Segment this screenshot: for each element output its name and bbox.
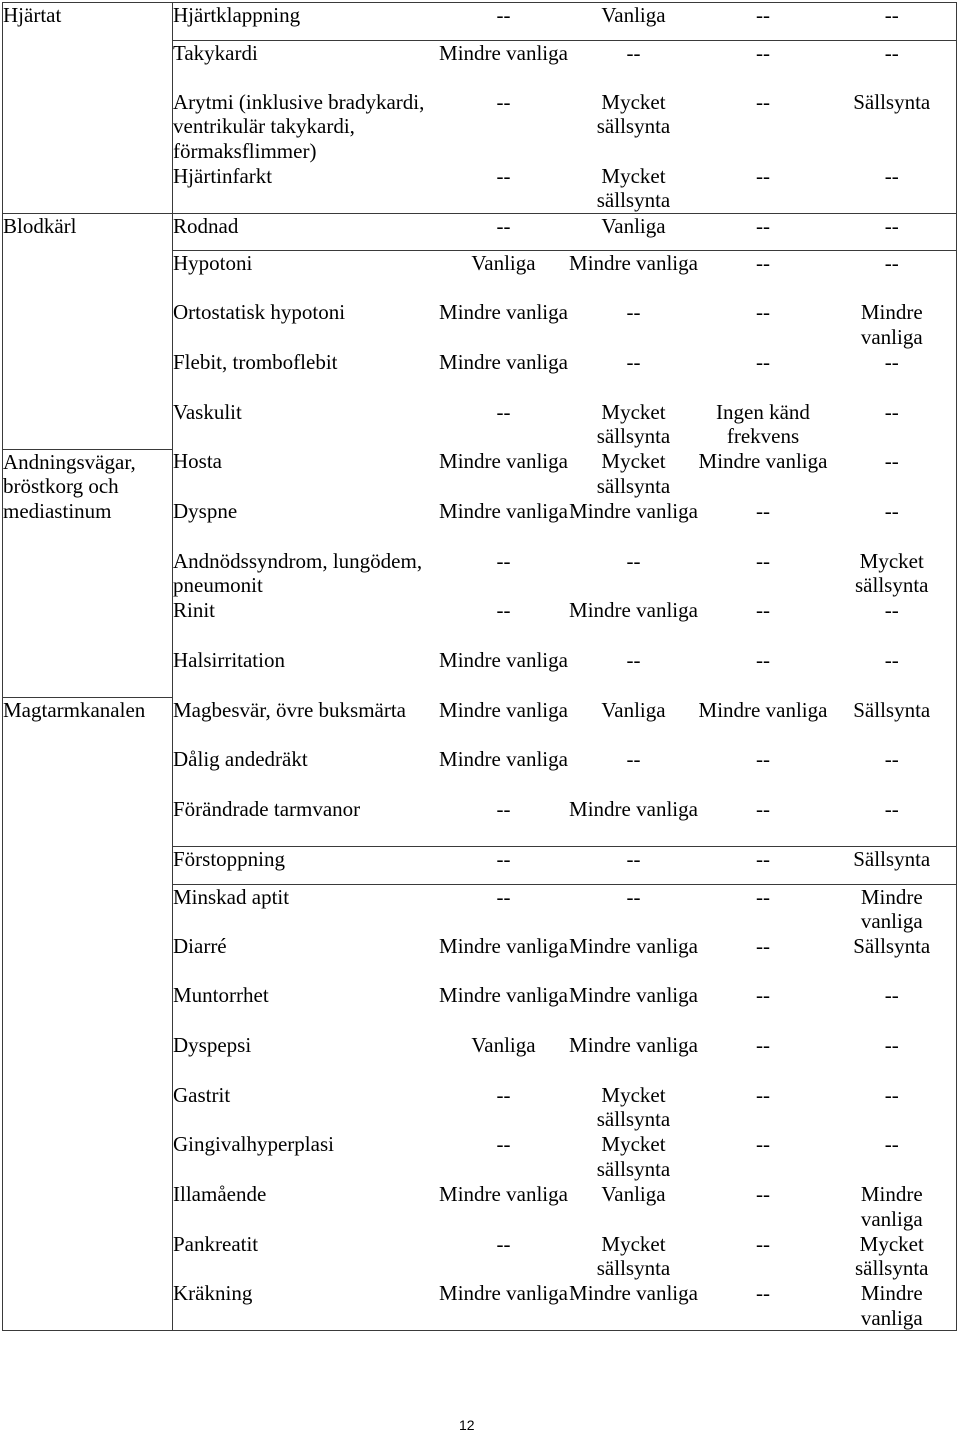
frequency-cell: -- (884, 3, 899, 27)
frequency-cell: -- (756, 300, 770, 325)
frequency-cell: Mindre vanliga (569, 1281, 698, 1306)
frequency-cell: -- (496, 3, 511, 27)
frequency-cell: -- (496, 1231, 511, 1256)
frequency-cell: -- (569, 884, 699, 934)
frequency-cell: Sällsynta (853, 697, 931, 722)
frequency-cell: -- (699, 213, 828, 251)
frequency-cell: Mindre vanliga (439, 983, 568, 1008)
frequency-cell: -- (626, 548, 641, 573)
frequency-cell: Vanliga (601, 3, 666, 27)
frequency-cell: Mindre vanliga (569, 933, 698, 958)
frequency-cell: -- (626, 350, 641, 375)
symptom-cell: Hypotoni (173, 251, 439, 301)
frequency-cell: -- (496, 796, 511, 821)
frequency-cell: -- (756, 1132, 770, 1157)
frequency-cell: Mindre vanliga (569, 251, 699, 301)
symptom-cell: Vaskulit (173, 399, 242, 424)
frequency-cell: -- (884, 350, 899, 375)
frequency-cell: -- (884, 1082, 899, 1107)
frequency-cell: -- (756, 598, 770, 623)
symptom-cell: Flebit, tromboflebit (173, 350, 338, 375)
organ-system-cell: Magtarmkanalen (3, 698, 173, 1331)
frequency-cell: -- (699, 847, 828, 885)
frequency-cell: -- (699, 40, 828, 90)
frequency-cell: -- (756, 933, 770, 958)
frequency-cell: -- (756, 3, 770, 27)
frequency-cell: Sällsynta (853, 89, 931, 114)
frequency-cell: Mindre vanliga (569, 1032, 698, 1057)
table-row (3, 449, 957, 499)
frequency-cell: Vanliga (439, 251, 569, 301)
symptom-cell: Muntorrhet (173, 983, 269, 1008)
frequency-cell: -- (884, 1032, 899, 1057)
frequency-cell: Mindre vanliga (439, 1181, 568, 1206)
page-number: 12 (459, 1417, 475, 1433)
frequency-cell: Mindre vanliga (439, 449, 568, 474)
frequency-cell: -- (496, 1132, 511, 1157)
symptom-cell: Ortostatisk hypotoni (173, 300, 346, 325)
frequency-cell: -- (756, 1082, 770, 1107)
frequency-cell: Mindre vanliga (569, 983, 698, 1008)
frequency-cell: -- (884, 747, 899, 772)
table-row (3, 3, 957, 41)
frequency-cell: -- (439, 884, 569, 934)
frequency-cell: -- (756, 983, 770, 1008)
symptom-cell: Pankreatit (173, 1231, 259, 1256)
frequency-cell: -- (756, 747, 770, 772)
symptom-cell: Hosta (173, 449, 222, 474)
symptom-cell: Dyspne (173, 499, 238, 524)
frequency-cell: Mycket sällsynta (855, 548, 929, 598)
frequency-cell: -- (884, 399, 899, 424)
frequency-cell: -- (756, 1181, 770, 1206)
symptom-cell: Dålig andedräkt (173, 747, 308, 772)
frequency-cell: -- (884, 449, 899, 474)
frequency-cell: -- (496, 1082, 511, 1107)
frequency-cell: Mycket sällsynta (596, 89, 671, 139)
frequency-cell: -- (496, 598, 511, 623)
frequency-cell: -- (569, 40, 699, 90)
frequency-cell: Mindre vanliga (860, 300, 923, 350)
frequency-cell: -- (884, 983, 899, 1008)
frequency-cell: Mycket sällsynta (596, 449, 671, 498)
frequency-cell: -- (756, 1231, 770, 1256)
symptom-cell: Minskad aptit (173, 884, 439, 934)
symptom-cell: Arytmi (inklusive bradykardi, ventrikulär takykardi, förmaksflimmer) (173, 89, 425, 163)
symptom-cell: Illamående (173, 1181, 267, 1206)
table-row (3, 213, 957, 251)
frequency-cell: -- (496, 89, 511, 114)
frequency-cell: -- (884, 796, 899, 821)
frequency-cell: Mindre vanliga (439, 300, 568, 325)
organ-system-cell: Andningsvägar, bröstkorg och mediastinum (3, 449, 173, 697)
organ-system-cell: Hjärtat (3, 3, 173, 214)
symptom-cell: Rinit (173, 598, 216, 623)
frequency-cell: Sällsynta (828, 847, 957, 885)
frequency-cell: -- (496, 163, 511, 188)
organ-system-cell: Blodkärl (3, 213, 173, 449)
frequency-cell: -- (699, 251, 828, 301)
frequency-cell: -- (828, 40, 957, 90)
frequency-cell: -- (884, 598, 899, 623)
frequency-cell: Sällsynta (853, 933, 931, 958)
frequency-cell: -- (884, 163, 899, 188)
symptom-cell: Hjärtinfarkt (173, 163, 273, 188)
symptom-cell: Rodnad (173, 213, 439, 251)
frequency-cell: -- (626, 647, 641, 672)
frequency-cell: -- (756, 1032, 770, 1057)
frequency-cell: Mindre vanliga (439, 1281, 568, 1306)
frequency-cell: Mindre vanliga (698, 449, 828, 474)
frequency-cell: Mindre vanliga (439, 697, 568, 722)
frequency-cell: -- (626, 747, 641, 772)
frequency-cell: Vanliga (601, 1181, 666, 1206)
frequency-cell: -- (884, 1132, 899, 1157)
symptom-cell: Gingivalhyperplasi (173, 1132, 334, 1157)
frequency-cell: Mindre vanliga (828, 884, 957, 934)
symptom-cell: Gastrit (173, 1082, 231, 1107)
frequency-cell: Vanliga (471, 1032, 536, 1057)
frequency-cell: Mindre vanliga (569, 598, 698, 623)
symptom-cell: Takykardi (173, 40, 439, 90)
frequency-cell: -- (756, 499, 770, 524)
symptom-cell: Diarré (173, 933, 227, 958)
symptom-cell: Magbesvär, övre buksmärta (173, 697, 406, 722)
frequency-cell: -- (569, 847, 699, 885)
symptom-cell: Dyspepsi (173, 1032, 252, 1057)
frequency-cell: Mycket sällsynta (855, 1231, 929, 1281)
frequency-cell: -- (496, 548, 511, 573)
frequency-cell: Mycket sällsynta (596, 1132, 671, 1181)
frequency-cell: -- (756, 1281, 770, 1306)
frequency-cell: -- (756, 548, 770, 573)
frequency-cell: -- (699, 884, 828, 934)
symptom-cell: Förstoppning (173, 847, 439, 885)
frequency-cell: -- (439, 847, 569, 885)
symptom-cell: Andnödssyndrom, lungödem, pneumonit (173, 548, 423, 598)
table-row (3, 698, 957, 748)
frequency-cell: Mindre vanliga (439, 350, 568, 375)
frequency-cell: -- (828, 251, 957, 301)
frequency-cell: Mycket sällsynta (596, 163, 671, 213)
frequency-cell: -- (756, 647, 770, 672)
frequency-cell: Mindre vanliga (439, 933, 568, 958)
frequency-cell: Mycket sällsynta (596, 1082, 671, 1132)
frequency-cell: Mindre vanliga (860, 1181, 923, 1231)
frequency-cell: Mindre vanliga (569, 796, 698, 821)
frequency-cell: -- (756, 163, 770, 188)
frequency-cell: -- (496, 399, 511, 424)
frequency-cell: Mycket sällsynta (596, 399, 671, 449)
frequency-cell: Mindre vanliga (698, 697, 828, 722)
frequency-cell: Ingen känd frekvens (716, 399, 810, 449)
symptom-cell: Hjärtklappning (173, 3, 301, 27)
frequency-cell: Mindre vanliga (569, 499, 698, 524)
frequency-cell: Mycket sällsynta (596, 1231, 671, 1281)
frequency-cell: Mindre vanliga (439, 647, 568, 672)
frequency-cell: -- (756, 350, 770, 375)
frequency-cell: -- (626, 300, 641, 325)
frequency-cell: -- (756, 89, 770, 114)
frequency-cell: Mindre vanliga (439, 499, 568, 524)
frequency-cell: -- (439, 213, 569, 251)
symptom-cell: Halsirritation (173, 647, 285, 672)
frequency-cell: Vanliga (569, 213, 699, 251)
frequency-cell: Mindre vanliga (439, 40, 569, 90)
frequency-cell: Mindre vanliga (860, 1281, 923, 1330)
frequency-cell: Mindre vanliga (439, 747, 568, 772)
frequency-cell: -- (756, 796, 770, 821)
frequency-cell: Vanliga (601, 697, 666, 722)
frequency-cell: -- (884, 499, 899, 524)
side-effects-table (2, 2, 957, 1331)
frequency-cell: -- (828, 213, 957, 251)
frequency-cell: -- (884, 647, 899, 672)
symptom-cell: Förändrade tarmvanor (173, 796, 361, 821)
symptom-cell: Kräkning (173, 1281, 253, 1306)
